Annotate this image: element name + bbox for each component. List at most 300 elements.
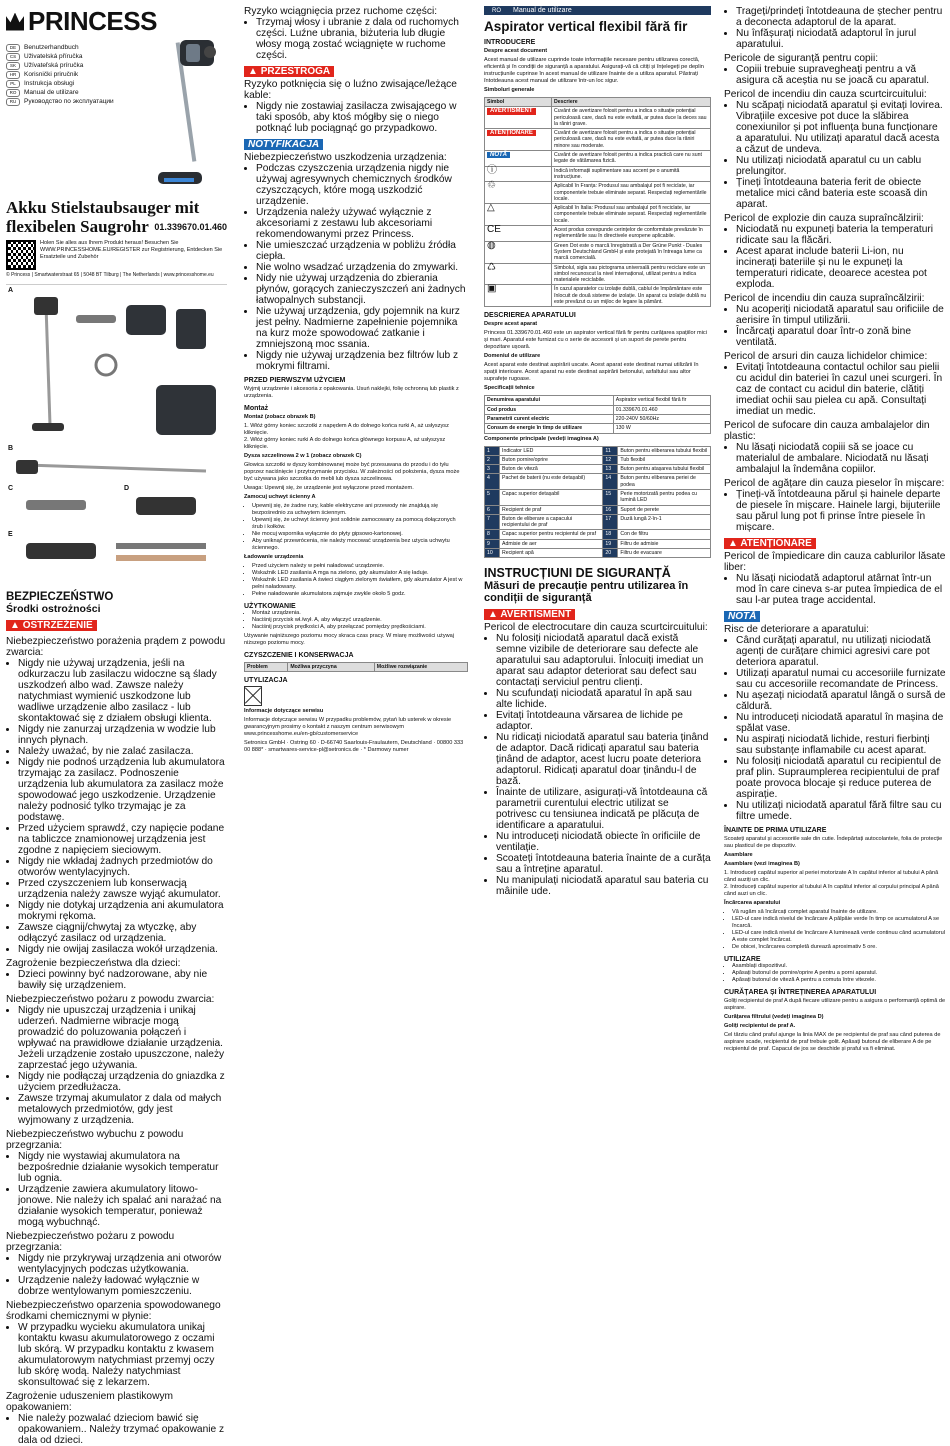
list-item: • Zawsze ciągnij/chwytaj za wtyczkę, aby odłączyć zasilacz od urządzenia. bbox=[18, 922, 227, 944]
warning-triangle-icon: ▲ bbox=[10, 620, 23, 631]
ro-caution-label bbox=[724, 538, 816, 549]
registration-block bbox=[6, 240, 227, 270]
spec-value: 130 W bbox=[613, 424, 710, 433]
figure-label-a: A bbox=[8, 287, 14, 294]
list-item: • Apăsați butonul de pornire/oprire A pentru a porni aparatul. bbox=[732, 970, 946, 977]
part-number: 3 bbox=[485, 465, 500, 474]
list-item: • Pełne naładowanie akumulatora zajmuje zwykle około 5 godz. bbox=[252, 591, 468, 598]
ro-shock-intro: Pericol de electrocutare din cauza scurtcircuitului: bbox=[484, 622, 708, 634]
part-name: Con de filtru bbox=[618, 530, 711, 539]
list-item: • Acest aparat include baterii Li-ion, nu incinerați bateriile și nu le expuneți la temperaturi ridicate, deoarece acestea pot exploda. bbox=[736, 246, 946, 290]
ro-use-heading: UTILIZARE bbox=[724, 956, 761, 963]
part-number: 10 bbox=[485, 549, 500, 558]
ro-caution-text: ATENȚIONARE bbox=[740, 538, 812, 549]
ro-symbols-table bbox=[484, 97, 711, 307]
symbol-icon: △ bbox=[487, 202, 495, 214]
ro-desc-sub: Despre acest aparat bbox=[484, 321, 538, 328]
ro-shock-block bbox=[484, 622, 711, 897]
list-item: • LED-ul care indică nivelul de încărcare A luminează verde continuu când acumulatorul A este complet încărcat. bbox=[732, 930, 946, 944]
part-number: 2 bbox=[485, 455, 500, 464]
list-item: • Nu manipulați niciodată aparatul sau bateria cu mâinile ude. bbox=[496, 875, 711, 897]
ro-title: Aspirator vertical flexibil fără fir bbox=[484, 19, 688, 34]
part-number: 19 bbox=[603, 539, 618, 548]
ro-chem-list bbox=[724, 362, 946, 417]
list-item: • Urządzenie należy ładować wyłącznie w dobrze wentylowanym pomieszczeniu. bbox=[18, 1275, 227, 1297]
symbol-icon: CE bbox=[487, 224, 501, 236]
part-number: 1 bbox=[485, 446, 500, 455]
ro-desc-text: Princess 01.339670.01.460 este un aspirator vertical fără fir pentru curățarea spațiilor mici și mari. Aparatul este furnizat cu o serie de accesorii și un suport de perete pentru depozitare ușoară. bbox=[484, 330, 707, 351]
symbol-cell bbox=[485, 285, 552, 307]
part-name: Capac superior detașabil bbox=[500, 489, 603, 505]
ro-first-use-heading: ÎNAINTE DE PRIMA UTILIZARE bbox=[724, 827, 827, 834]
ro-warning-text: AVERTISMENT bbox=[500, 609, 572, 621]
pl-assembly-heading: Montaż bbox=[244, 405, 269, 412]
part-name: Recipient apă bbox=[500, 549, 603, 558]
list-item: • Nu lăsați niciodată copiii să se joace cu materialul de ambalare. Niciodată nu lăsați ambalajul la îndemâna copiilor. bbox=[736, 442, 946, 475]
list-item: • Nu ridicați niciodată aparatul sau bateria ținând de adaptor. Dacă ridicați aparatul sau bateria ținând de adaptor, acest lucru poate deteriora adaptorul. Ridicați aparatul doar ținându-l de bază. bbox=[496, 732, 711, 787]
ro-domain-heading: Domeniul de utilizare bbox=[484, 353, 541, 360]
symbol-description: Simbolul, sigla sau pictograma universală pentru reciclare este un simbol recunoscut la nivel internațional, utilizat pentru a indica materialele reciclabile. bbox=[552, 263, 711, 285]
part-number: 18 bbox=[603, 530, 618, 539]
list-item: • Nigdy nie wkładaj żadnych przedmiotów do otworów wentylacyjnych. bbox=[18, 856, 227, 878]
ro-warning-label bbox=[484, 609, 575, 620]
table-row bbox=[485, 474, 711, 490]
language-code-badge: DE bbox=[6, 44, 20, 52]
spec-label: Consum de energie în timp de utilizare bbox=[485, 424, 614, 433]
ro-trip-list bbox=[724, 573, 946, 606]
pl-service-heading: Informacje dotyczące serwisu bbox=[244, 708, 324, 715]
ro-charge-heading: Încărcarea aparatului bbox=[724, 900, 781, 906]
ro-charge-list bbox=[724, 909, 946, 951]
list-item: • Vă rugăm să încărcați complet aparatul înainte de utilizare. bbox=[732, 909, 946, 916]
part-name: Pachet de baterii (nu este detașabil) bbox=[500, 474, 603, 490]
part-number: 9 bbox=[485, 539, 500, 548]
pl-precautions-heading: Środki ostrożności bbox=[6, 603, 101, 615]
pl-brush-heading: Dysza szczelinowa 2 w 1 (zobacz obrazek C) bbox=[244, 453, 362, 459]
list-item: • Scoateți întotdeauna bateria înainte de a curăța sau a întreține aparatul. bbox=[496, 853, 711, 875]
figure-drawings bbox=[6, 285, 227, 585]
pl-trip-list bbox=[244, 101, 468, 134]
ro-filter-text: Cel târziu când praful ajunge la linia MAX de pe recipientul de praf sau când puterea de aspirare scade, recipientul de praf trebuie golit. Apăsați butonul de eliberare A de pe recipientul de praf. Capacul de jos se deschide și praful va fi eliminat. bbox=[724, 1032, 941, 1052]
ro-damage-intro: Risc de deteriorare a aparatului: bbox=[724, 624, 869, 635]
list-item: • Aby uniknąć przewrócenia, nie należy mocować urządzenia bez użycia uchwytu ściennego. bbox=[252, 538, 468, 552]
part-name: Filtru de evacuare bbox=[618, 549, 711, 558]
list-item: • Evitați întotdeauna contactul ochilor sau pielii cu acidul din bateriei în cazul unei scurgeri. În caz de contact cu acidul din baterie, clătiți imediat ochii sau pielea cu apă. Consultați imediat un medic. bbox=[736, 362, 946, 417]
registration-text: Holen Sie alles aus Ihrem Produkt heraus! Besuchen Sie WWW.PRINCESSHOME.EU/REGISTER zur Registrierung, Entdecken Sie Ersatzteile und Zubehör bbox=[40, 240, 223, 260]
symbol-cell bbox=[485, 204, 552, 226]
part-name: Buton pentru atașarea tubului flexibil bbox=[618, 465, 711, 474]
list-item: • Nu aspirați niciodată lichide, resturi fierbinți sau substanțe inflamabile cu acest aparat. bbox=[736, 734, 946, 756]
pl-children-intro: Zagrożenie bezpieczeństwa dla dzieci: bbox=[6, 958, 181, 969]
pl-overheat-intro: Niebezpieczeństwo pożaru z powodu przegrzania: bbox=[6, 1231, 175, 1253]
pl-column-2 bbox=[240, 0, 472, 1344]
language-code-badge: PL bbox=[6, 80, 20, 88]
part-number: 17 bbox=[603, 514, 618, 530]
pl-use-list bbox=[244, 610, 468, 631]
pl-trouble-table bbox=[244, 662, 468, 672]
table-row bbox=[485, 424, 711, 433]
ro-safety-heading: INSTRUCȚIUNI DE SIGURANȚĂ bbox=[484, 566, 671, 581]
part-number: 20 bbox=[603, 549, 618, 558]
list-item: • Evitați întotdeauna vărsarea de lichide pe adaptor. bbox=[496, 710, 711, 732]
symbol-cell bbox=[485, 241, 552, 263]
ro-symbols-heading: Simboluri generale bbox=[484, 87, 535, 93]
list-item: • Înainte de utilizare, asigurați-vă întotdeauna că parametrii curentului electric utilizat se potrivesc cu tensiunea indicată pe plăcuța de identificare a aparatului. bbox=[496, 787, 711, 831]
pl-explode-intro: Niebezpieczeństwo wybuchu z powodu przegrzania: bbox=[6, 1129, 184, 1151]
table-row bbox=[485, 530, 711, 539]
ro-intro bbox=[484, 39, 711, 94]
list-item: • Nu introduceți niciodată aparatul în mașina de spălat vase. bbox=[736, 712, 946, 734]
pl-use-heading: UŻYTKOWANIE bbox=[244, 603, 296, 610]
ro-header-bar bbox=[484, 6, 711, 15]
ro-catch-list bbox=[724, 489, 946, 533]
list-item: • Upewnij się, że uchwyt ścienny jest solidnie zamocowany za pomocą dołączonych śrub i kołków. bbox=[252, 517, 468, 531]
list-item: • Nu introduceți niciodată obiecte în orificiile de ventilație. bbox=[496, 831, 711, 853]
pl-dispose-heading: UTYLIZACJA bbox=[244, 677, 288, 685]
ro-shock-list bbox=[484, 633, 711, 897]
pl-service-text: Informacje dotyczące serwisu W przypadku problemów, pytań lub usterek w okresie gwarancyjnym prosimy o kontakt z naszym centrum serwisowym www.princesshome.eu/en-gb/customerservice bbox=[244, 717, 452, 738]
table-row bbox=[485, 263, 711, 285]
symbol-description: Aplicabil în Italia: Produsul sau ambalajul pot fi reciclate, iar componentele trebuie eliminate separat. Respectați reglementările locale. bbox=[552, 204, 711, 226]
ro-bag-intro: Pericol de sufocare din cauza ambalajelor din plastic: bbox=[724, 420, 930, 442]
part-number: 12 bbox=[603, 455, 618, 464]
list-item: • Nigdy nie podnoś urządzenia lub akumulatora trzymając za zasilacz. Podnoszenie urządzenia lub akumulatora za zasilacz może spowodować jego uszkodzenie. Urządzenie należy podnosić tylko trzymając je za podstawę. bbox=[18, 757, 227, 823]
part-number: 15 bbox=[603, 489, 618, 505]
pl-assembly-steps bbox=[244, 423, 468, 451]
language-code-badge: CS bbox=[6, 53, 20, 61]
part-number: 5 bbox=[485, 489, 500, 505]
ro-catch-intro: Pericol de agățare din cauza pieselor în mișcare: bbox=[724, 478, 945, 489]
ro-expl-intro: Pericol de explozie din cauza supraîncălzirii: bbox=[724, 213, 924, 224]
table-row bbox=[485, 549, 711, 558]
warning-triangle-icon: ▲ bbox=[488, 609, 501, 621]
table-row bbox=[485, 182, 711, 204]
symbol-icon: ♺ bbox=[487, 261, 496, 273]
pl-damage-list bbox=[244, 163, 468, 372]
ro-note-label: NOTĂ bbox=[724, 611, 760, 622]
table-row bbox=[485, 514, 711, 530]
list-item: • Nigdy nie używaj urządzenia bez filtrów lub z mokrymi filtrami. bbox=[256, 350, 468, 372]
ro-assembly-steps bbox=[724, 870, 946, 898]
part-name: Buton pentru eliberarea tubului flexibil bbox=[618, 446, 711, 455]
symbol-cell bbox=[485, 182, 552, 204]
language-label: Instrukcja obsługi bbox=[24, 80, 75, 87]
table-row bbox=[485, 285, 711, 307]
table-row bbox=[485, 204, 711, 226]
part-name: Suport de perete bbox=[618, 505, 711, 514]
ro-expl-list bbox=[724, 224, 946, 290]
list-item: • Nie umieszczać urządzenia w pobliżu źródła ciepła. bbox=[256, 240, 468, 262]
list-item: • Țineți întotdeauna bateria ferit de obiecte metalice mici când bateria este scoasă din aparat. bbox=[736, 177, 946, 210]
table-row bbox=[485, 455, 711, 464]
spec-value: 01.339670.01.460 bbox=[613, 405, 710, 414]
pl-moving-parts-list bbox=[244, 17, 468, 61]
figure-label-c: C bbox=[8, 485, 14, 492]
ro-spec-table bbox=[484, 395, 711, 433]
part-number: 8 bbox=[485, 530, 500, 539]
list-item: • Urządzenia należy używać wyłącznie z akcesoriami z zestawu lub akcesoriami rekomendowanymi przez Princess. bbox=[256, 207, 468, 240]
ro-intro-sub: Despre acest document bbox=[484, 48, 548, 54]
list-item: • Nu acoperiți niciodată aparatul sau orificiile de aerisire în timpul utilizării. bbox=[736, 304, 946, 326]
language-label: Uživatelská příručka bbox=[24, 53, 83, 60]
model-number: 01.339670.01.460 bbox=[154, 222, 227, 232]
ro-trip-block bbox=[724, 551, 946, 606]
list-item: • Nu utilizați niciodată aparatul fără filtre sau cu filtre umede. bbox=[736, 800, 946, 822]
ro-assembly-heading: Asamblare bbox=[724, 852, 753, 858]
ro-use-list bbox=[724, 963, 946, 984]
ro-column-4 bbox=[720, 0, 950, 1344]
pl-clean-heading: CZYSZCZENIE I KONSERWACJA bbox=[244, 652, 354, 659]
ro-column-3 bbox=[480, 0, 715, 1344]
list-item: • Nigdy nie owijaj zasilacza wokół urządzenia. bbox=[18, 944, 227, 955]
ro-intro-text: Acest manual de utilizare cuprinde toate informațiile necesare pentru utilizarea corectă, eficientă și în condiții de siguranță a aparatului. Asigurați-vă că citiți și înțelegeți pe deplin instrucțiunile cuprinse în acest manual de utilizare înainte de a utiliza aparatul. Păstrați întotdeauna acest manual de utilizare într-un loc sigur. bbox=[484, 57, 704, 84]
symbol-icon: ♲ bbox=[487, 180, 496, 192]
pl-section-safety: BEZPIECZEŃSTWO bbox=[6, 591, 114, 603]
list-item: • Nigdy nie zostawiaj zasilacza zwisającego w taki sposób, aby ktoś mógłby się o niego potknąć lub pociągnąć go przypadkowo. bbox=[256, 101, 468, 134]
pl-safety-cont bbox=[244, 6, 468, 61]
pl-shock-intro: Niebezpieczeństwo porażenia prądem z powodu zwarcia: bbox=[6, 636, 226, 658]
symbol-icon: ⓘ bbox=[487, 164, 497, 176]
ro-adapter-list bbox=[724, 6, 946, 50]
symbol-cell bbox=[485, 263, 552, 285]
pl-assembly-sub: Montaż (zobacz obrazek B) bbox=[244, 414, 316, 420]
pl-overheat-list bbox=[6, 1253, 227, 1297]
list-item: • Nu lăsați niciodată adaptorul atârnat într-un mod în care cineva s-ar putea împiedica de el sau l-ar putea trage accidental. bbox=[736, 573, 946, 606]
spec-label: Parametrii curent electric bbox=[485, 414, 614, 423]
figure-label-b: B bbox=[8, 445, 14, 452]
pl-first-use-text: Wyjmij urządzenie i akcesoria z opakowania. Usuń naklejki, folię ochronną lub plastik z urządzenia. bbox=[244, 386, 459, 399]
ro-sym-col-symbol: Simbol bbox=[485, 98, 552, 107]
company-address: © Princess | Smartwaterstraat 65 | 5048 BT Tilburg | The Netherlands | www.princesshome.eu bbox=[6, 272, 214, 278]
pl-safety-body bbox=[6, 636, 227, 1446]
table-row bbox=[485, 241, 711, 263]
symbol-icon: AVERTISMENT bbox=[487, 108, 536, 114]
pl-first-use-heading: PRZED PIERWSZYM UŻYCIEM bbox=[244, 377, 346, 384]
language-code-badge: HR bbox=[6, 71, 20, 79]
table-row bbox=[485, 129, 711, 151]
list-item: • Przed czyszczeniem lub konserwacją urządzenia należy zawsze wyjąć akumulator. bbox=[18, 878, 227, 900]
pl-warning-text: OSTRZEŻENIE bbox=[22, 620, 93, 631]
crossed-bin-icon bbox=[244, 686, 262, 706]
ro-assembly-sub: Asamblare (vezi imaginea B) bbox=[724, 861, 800, 867]
list-item: • Apăsați butonul de viteză A pentru a comuta între vitezele. bbox=[732, 977, 946, 984]
list-item: • Niciodată nu expuneți bateria la temperaturi ridicate sau la flăcări. bbox=[736, 224, 946, 246]
symbol-icon: ATENȚIONARE bbox=[487, 130, 536, 136]
step-item: 1. Włóż górny koniec szczotki z napędem A do dolnego końca rurki A, aż usłyszysz kliknięcie. bbox=[244, 423, 449, 436]
part-name: Tub flexibil bbox=[618, 455, 711, 464]
list-item: • LED-ul care indică nivelul de încărcare A pâlpâie verde în timp ce acumulatorul A se încarcă. bbox=[732, 916, 946, 930]
ro-clean-heading: CURĂȚAREA ȘI ÎNTREȚINEREA APARATULUI bbox=[724, 989, 877, 996]
part-name: Filtru de admisie bbox=[618, 539, 711, 548]
list-item: • Trzymaj włosy i ubranie z dala od ruchomych części. Luźne ubrania, biżuteria lub długie włosy mogą zostać wciągnięte w ruchome części. bbox=[256, 17, 468, 61]
pl-bag-intro: Zagrożenie uduszeniem plastikowym opakowaniem: bbox=[6, 1391, 174, 1413]
pl-bag-list bbox=[6, 1413, 227, 1446]
part-number: 7 bbox=[485, 514, 500, 530]
warning-triangle-icon: ▲ bbox=[728, 538, 741, 549]
ro-safety-sub: Măsuri de precauție pentru utilizarea în condiții de siguranță bbox=[484, 580, 689, 605]
table-row bbox=[485, 107, 711, 129]
list-item: • Nie wolno wsadzać urządzenia do zmywarki. bbox=[256, 262, 468, 273]
crown-icon bbox=[6, 13, 24, 31]
step-item: 2. Introduceți capătul superior al tubului A în capătul inferior al corpului principal A până când auzi un clic. bbox=[724, 884, 939, 897]
ro-damage-list bbox=[724, 635, 946, 822]
list-item: • Țineți-vă întotdeauna părul și hainele departe de piesele în mișcare. Hainele largi, bijuteriile sau părul lung pot fi prinse între piesele în mișcare. bbox=[736, 489, 946, 533]
symbol-description: Cuvânt de avertizare folosit pentru a indica practică care nu sunt legate de vătămarea fizică. bbox=[552, 151, 711, 167]
list-item: • Când curățați aparatul, nu utilizați niciodată agenți de curățare chimici agresivi care pot deteriora aparatul. bbox=[736, 635, 946, 668]
list-item: • Asamblați dispozitivul. bbox=[732, 963, 946, 970]
part-name: Duză lungă 2-în-1 bbox=[618, 514, 711, 530]
list-item: • Nigdy nie podłączaj urządzenia do gniazdka z użyciem przedłużacza. bbox=[18, 1071, 227, 1093]
symbol-description: Green Dot este o marcă înregistrată a Der Grüne Punkt - Duales System Deutschland GmbH și este protejată în întreaga lume ca marcă comercială. bbox=[552, 241, 711, 263]
ro-kids-list bbox=[724, 64, 946, 86]
list-item: • Nigdy nie używaj urządzenia, jeśli na odkurzaczu lub zasilaczu widoczne są ślady uszkodzeń albo wad. Zawsze należy natychmiast wymienić uszkodzone lub wadliwe urządzenie albo zasilacz - lub skontaktować się z działem obsługi klienta. bbox=[18, 658, 227, 724]
table-row bbox=[485, 405, 711, 414]
language-code-badge: RU bbox=[6, 98, 20, 106]
table-row bbox=[485, 505, 711, 514]
part-name: Buton de eliberare a capacului recipientului de praf bbox=[500, 514, 603, 530]
list-item: • Nigdy nie dotykaj urządzenia ani akumulatora mokrymi rękoma. bbox=[18, 900, 227, 922]
ro-fire-intro: Pericol de incendiu din cauza scurtcircuitului: bbox=[724, 89, 927, 100]
list-item: • Nie mocuj wspornika wyłącznie do płyty gipsowo-kartonowej. bbox=[252, 531, 468, 538]
list-item: • Nigdy nie zanurzaj urządzenia w wodzie lub innych płynach. bbox=[18, 724, 227, 746]
ro-first-use-text: Scoateți aparatul și accesoriile sale din cutie. Îndepărtați autocolantele, folia de protecție sau plasticul de pe dispozitiv. bbox=[724, 836, 943, 849]
list-item: • Nu scăpați niciodată aparatul și evitați lovirea. Vibrațiile excesive pot duce la slăbirea conexiunilor și pot influența buna funcționare a aparatului. Nu utilizați aparatul dacă acesta a căzut de undeva. bbox=[736, 100, 946, 155]
part-name: Capac superior pentru recipientul de praf bbox=[500, 530, 603, 539]
pl-charge-list bbox=[244, 563, 468, 598]
part-number: 4 bbox=[485, 474, 500, 490]
ro-safety-cont bbox=[724, 6, 946, 533]
symbol-description: Aplicabil în Franța: Produsul sau ambalajul pot fi reciclate, iar componentele trebuie eliminate separat. Respectați reglementările locale. bbox=[552, 182, 711, 204]
list-item: • W przypadku wycieku akumulatora unikaj kontaktu kwasu akumulatorowego z oczami lub skórą. W przypadku kontaktu z kwasem akumulatorowym natychmiast przemyj oczy lub skórę wodą. Należy natychmiast skonsultować się z lekarzem. bbox=[18, 1322, 227, 1388]
list-item: • Utilizați aparatul numai cu accesoriile furnizate sau cu accesoriile recomandate de Princess. bbox=[736, 668, 946, 690]
list-item: • Naciśnij przycisk wł./wył. A, aby włączyć urządzenie. bbox=[252, 617, 468, 624]
list-item: • Nigdy nie wystawiaj akumulatora na bezpośrednie działanie wysokich temperatur lub ognia. bbox=[18, 1151, 227, 1184]
list-item: • De obicei, încărcarea completă durează aproximativ 5 ore. bbox=[732, 944, 946, 951]
ro-damage-block bbox=[724, 624, 946, 822]
part-name: Buton pentru eliberarea periei de podea bbox=[618, 474, 711, 490]
pl-mount-list bbox=[244, 503, 468, 552]
ro-parts-table bbox=[484, 446, 711, 559]
list-item: • Podczas czyszczenia urządzenia nigdy nie używaj agresywnych chemicznych środków czyszczących, które mogą uszkodzić urządzenie. bbox=[256, 163, 468, 207]
ro-desc-heading: DESCRIEREA APARATULUI bbox=[484, 312, 576, 320]
list-item: • Wskaźnik LED zasilania A mga na zielono, gdy akumulator A się ładuje. bbox=[252, 570, 468, 577]
pl-charge-heading: Ładowanie urządzenia bbox=[244, 554, 304, 560]
ro-heat-list bbox=[724, 304, 946, 348]
table-row bbox=[485, 446, 711, 455]
pl-notice-label: NOTYFIKACJA bbox=[244, 139, 323, 150]
list-item: • Nu folosiți niciodată aparatul dacă există semne vizibile de deteriorare sau defecte ale aparatului sau adaptorului. Înlocuiți imediat un aparat sau adaptor deteriorat sau defect sau contactați serviciul pentru clienți. bbox=[496, 633, 711, 688]
symbol-cell bbox=[485, 129, 552, 151]
pl-moving-parts-intro: Ryzyko wciągnięcia przez ruchome części: bbox=[244, 6, 438, 17]
part-number: 11 bbox=[603, 446, 618, 455]
list-item: • Nie należy pozwalać dzieciom bawić się opakowaniem.. Należy trzymać opakowanie z dala od dzieci. bbox=[18, 1413, 227, 1446]
pl-warning-label bbox=[6, 620, 97, 631]
symbol-description: Cuvânt de avertizare folosit pentru a indica o situație potențial periculoasă care, dacă nu este evitată, ar putea duce la deces sau la răniri grave. bbox=[552, 107, 711, 129]
table-row bbox=[485, 465, 711, 474]
step-item: 2. Włóż górny koniec rurki A do dolnego końca głównego korpusu A, aż usłyszysz kliknięcie. bbox=[244, 437, 446, 450]
part-number: 13 bbox=[603, 465, 618, 474]
pl-chem-intro: Niebezpieczeństwo oparzenia spowodowanego środkami chemicznymi w płynie: bbox=[6, 1300, 221, 1322]
part-name: Admisie de aer bbox=[500, 539, 603, 548]
ro-filter-heading: Curățarea filtrului (vedeți imaginea D) bbox=[724, 1014, 824, 1020]
product-title: Akku Stielstaubsauger mit flexibelen Saugrohr bbox=[6, 198, 200, 236]
symbol-cell bbox=[485, 107, 552, 129]
part-name: Recipient de praf bbox=[500, 505, 603, 514]
symbol-description: Indică informații suplimentare sau accent pe o anumită instrucțiune. bbox=[552, 166, 711, 182]
ro-spec-heading: Specificații tehnice bbox=[484, 385, 535, 392]
list-item: • Trageți/prindeți întotdeauna de ștecher pentru a deconecta adaptorul de la aparat. bbox=[736, 6, 946, 28]
language-label: Manual de utilizare bbox=[24, 89, 79, 96]
table-row bbox=[485, 226, 711, 242]
vacuum-hero-image bbox=[140, 22, 230, 212]
symbol-description: În cazul aparatelor cu izolație dublă, cablul de împământare este înlocuit de două sisteme de izolație. Un aparat cu izolație dublă nu este prevăzut cu un mijloc de legare la pământ. bbox=[552, 285, 711, 307]
list-item: • Zawsze trzymaj akumulator z dala od małych metalowych przedmiotów, gdy jest wyjmowany z urządzenia. bbox=[18, 1093, 227, 1126]
list-item: • Przed użyciem sprawdź, czy napięcie podane na tabliczce znamionowej urządzenia jest zgodne z napięciem sieciowym. bbox=[18, 823, 227, 856]
list-item: • Nu înfășurați niciodată adaptorul în jurul aparatului. bbox=[736, 28, 946, 50]
ro-language-pill: RO bbox=[488, 8, 505, 14]
list-item: • Nigdy nie przykrywaj urządzenia ani otworów wentylacyjnych podczas użytkowania. bbox=[18, 1253, 227, 1275]
pl-caution-text: PRZESTROGA bbox=[260, 66, 331, 77]
table-row bbox=[485, 489, 711, 505]
list-item: • Przed użyciem należy w pełni naładować urządzenie. bbox=[252, 563, 468, 570]
table-row bbox=[485, 151, 711, 167]
list-item: • Nu folosiți niciodată aparatul cu recipientul de praf plin. Supraumplerea recipientului de praf poate provoca blocaje și reduce puterea de aspirație. bbox=[736, 756, 946, 800]
table-row bbox=[485, 539, 711, 548]
ro-kids-intro: Pericole de siguranță pentru copii: bbox=[724, 53, 879, 64]
list-item: • Dzieci powinny być nadzorowane, aby nie bawiły się urządzeniem. bbox=[18, 969, 227, 991]
symbol-icon: NOTĂ bbox=[487, 152, 510, 158]
part-number: 6 bbox=[485, 505, 500, 514]
spec-value: Aspirator vertical flexibil fără fir bbox=[613, 396, 710, 405]
ro-fire-list bbox=[724, 100, 946, 210]
language-code-badge: RO bbox=[6, 89, 20, 97]
symbol-icon: ▣ bbox=[487, 283, 497, 295]
pl-damage-intro: Niebezpieczeństwo uszkodzenia urządzenia: bbox=[244, 152, 447, 163]
list-item: • Należy uważać, by nie zalać zasilacza. bbox=[18, 746, 227, 757]
list-item: • Wskaźnik LED zasilania A świeci ciągłym zielonym światłem, gdy akumulator A jest w pełni naładowany. bbox=[252, 577, 468, 591]
figure-label-d: D bbox=[124, 485, 130, 492]
figures-panel bbox=[6, 284, 227, 585]
part-number: 14 bbox=[603, 474, 618, 490]
list-item: • Nu așezați niciodată aparatul lângă o sursă de căldură. bbox=[736, 690, 946, 712]
qr-code[interactable] bbox=[6, 240, 36, 270]
pl-table-col-problem: Problem bbox=[245, 663, 288, 672]
list-item: • Upewnij się, że żadne rury, kable elektryczne ani przewody nie znajdują się bezpośrednio za uchwytem ściennym. bbox=[252, 503, 468, 517]
pl-uwaga: Uwaga: Upewnij się, że urządzenie jest wyłączone przed montażem. bbox=[244, 485, 414, 491]
pl-explode-list bbox=[6, 1151, 227, 1228]
figure-label-e: E bbox=[8, 531, 13, 538]
ro-parts-heading: Componente principale (vedeți imaginea A) bbox=[484, 435, 599, 442]
language-label: Korisnički priručnik bbox=[24, 71, 79, 78]
ro-heat-intro: Pericol de incendiu din cauza supraîncălzirii: bbox=[724, 293, 925, 304]
spec-value: 220-240V 50/60Hz bbox=[613, 414, 710, 423]
part-name: Indicator LED bbox=[500, 446, 603, 455]
part-name: Buton de viteză bbox=[500, 465, 603, 474]
part-name: Buton pornire/oprire bbox=[500, 455, 603, 464]
part-number: 16 bbox=[603, 505, 618, 514]
table-row bbox=[485, 414, 711, 423]
list-item: • Nigdy nie upuszczaj urządzenia i unikaj uderzeń. Nadmierne wibracje mogą prowadzić do poluzowania połączeń i wpływać na prawidłowe działanie urządzenia. Jeżeli urządzenie zostało upuszczone, należy zaprzestać jego używania. bbox=[18, 1005, 227, 1071]
language-label: Užívateľská príručka bbox=[24, 62, 84, 69]
symbol-icon: ◍ bbox=[487, 239, 496, 251]
pl-table-col-solution: Możliwe rozwiązanie bbox=[374, 663, 467, 672]
list-item: • Nie używaj urządzenia, gdy pojemnik na kurz jest pełny. Nadmierne zapełnienie pojemnika na kurz może spowodować zatkanie i zmniejszoną moc ssania. bbox=[256, 306, 468, 350]
pl-service-address: Setronics GmbH · Ostring 60 · D-66740 Saarlouis-Fraulautern, Deutschland · 00800 333 00 888* · smartwares-service-pl@setronics.de · * Darmowy numer bbox=[244, 740, 464, 754]
spec-label: Denumirea aparatului bbox=[485, 396, 614, 405]
step-item: 1. Introduceți capătul superior al periei motorizate A în capătul inferior al tubului A până când auziți un clic. bbox=[724, 870, 939, 883]
pl-chem-list bbox=[6, 1322, 227, 1388]
ro-sym-col-desc: Descriere bbox=[552, 98, 711, 107]
